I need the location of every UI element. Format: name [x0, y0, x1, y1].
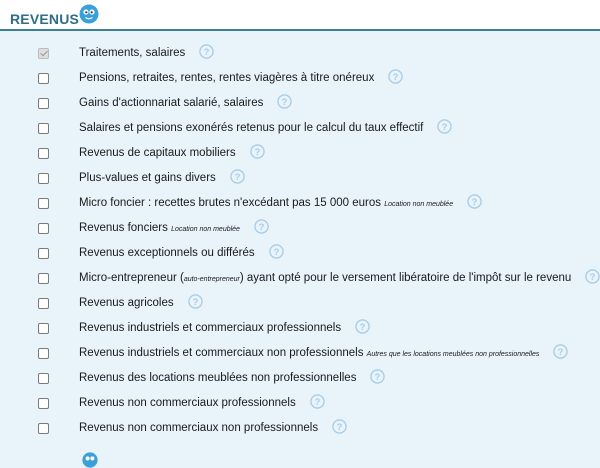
list-item: [0, 266, 600, 291]
list-item: [0, 316, 600, 341]
revenue-checkbox[interactable]: [38, 323, 49, 334]
revenue-label: [79, 197, 482, 209]
label-text: Salaires et pensions exonérés retenus pour le calcul du taux effectif: [79, 122, 424, 135]
label-text: Revenus fonciers: [79, 222, 168, 235]
question-icon[interactable]: [250, 144, 265, 159]
label-text: Plus-values et gains divers: [79, 172, 216, 185]
revenue-checkbox[interactable]: [38, 248, 49, 259]
label-text: Revenus de capitaux mobiliers: [79, 147, 236, 160]
label-text: Revenus exceptionnels ou différés: [79, 247, 255, 260]
list-item: [0, 416, 600, 441]
svg-text:?: ?: [375, 371, 381, 382]
question-icon[interactable]: [355, 319, 370, 334]
svg-text:?: ?: [336, 421, 343, 432]
question-icon[interactable]: [370, 369, 385, 384]
label-text: Traitements, salaires: [79, 47, 186, 60]
label-paren-note: auto-entrepreneur: [183, 276, 240, 284]
list-item: [0, 391, 600, 416]
list-item: [0, 291, 600, 316]
revenue-checkbox[interactable]: [38, 348, 49, 359]
label-text: Revenus non commerciaux non professionnels: [79, 422, 319, 435]
question-icon[interactable]: [254, 219, 269, 234]
label-text: Revenus industriels et commerciaux non professionnels: [79, 347, 364, 360]
revenue-label: [79, 272, 600, 284]
question-icon[interactable]: [437, 119, 452, 134]
list-item: [0, 166, 600, 191]
revenue-label: [79, 297, 203, 309]
label-text: ) ayant opté pour le versement libératoire de l'impôt sur le revenu: [239, 272, 572, 285]
question-icon[interactable]: [230, 169, 245, 184]
label-text: Pensions, retraites, rentes, rentes viagères à titre onéreux: [79, 72, 375, 85]
revenue-label: [79, 322, 370, 334]
svg-text:?: ?: [203, 46, 210, 57]
svg-text:?: ?: [359, 321, 366, 332]
revenue-label: [79, 122, 452, 134]
svg-text:?: ?: [258, 221, 265, 232]
section-title: REVENUS: [10, 11, 80, 27]
question-icon[interactable]: [388, 69, 403, 84]
list-item: [0, 66, 600, 91]
label-text: Revenus industriels et commerciaux professionnels: [79, 322, 342, 335]
revenue-label: [79, 222, 269, 234]
question-icon[interactable]: [277, 94, 292, 109]
revenue-checkbox[interactable]: [38, 173, 49, 184]
revenue-label: [79, 372, 385, 384]
svg-text:?: ?: [471, 196, 478, 207]
label-note: Location non meublée: [171, 226, 240, 234]
label-text: Revenus des locations meublées non professionnelles: [79, 372, 357, 385]
svg-text:?: ?: [314, 396, 321, 407]
list-item: [0, 141, 600, 166]
revenue-label: [79, 72, 403, 84]
revenue-checkbox[interactable]: [38, 373, 49, 384]
revenue-checkbox[interactable]: [38, 223, 49, 234]
revenue-label: [79, 347, 568, 359]
mascot-icon[interactable]: [82, 452, 98, 468]
svg-text:?: ?: [234, 171, 241, 182]
question-icon[interactable]: [467, 194, 482, 209]
svg-text:?: ?: [589, 271, 596, 282]
revenue-checkbox[interactable]: [38, 98, 49, 109]
list-item: [0, 116, 600, 141]
question-icon[interactable]: [585, 269, 600, 284]
revenue-checkbox[interactable]: [38, 273, 49, 284]
svg-text:?: ?: [254, 146, 260, 157]
question-icon[interactable]: [188, 294, 203, 309]
list-item: [0, 216, 600, 241]
list-item: [0, 91, 600, 116]
list-item: [0, 341, 600, 366]
label-text: Gains d'actionnariat salarié, salaires: [79, 97, 264, 110]
mascot-icon[interactable]: [79, 4, 99, 24]
question-icon[interactable]: [269, 244, 284, 259]
revenue-checkbox[interactable]: [38, 423, 49, 434]
list-item: [0, 366, 600, 391]
revenue-label: [79, 422, 347, 434]
revenue-list: [0, 41, 600, 441]
section-header: [0, 0, 600, 31]
svg-text:?: ?: [558, 346, 564, 357]
svg-text:?: ?: [442, 121, 448, 132]
svg-text:?: ?: [392, 71, 399, 82]
label-text: Micro-entrepreneur (: [79, 272, 184, 285]
revenue-checkbox[interactable]: [38, 73, 49, 84]
revenue-checkbox[interactable]: [38, 123, 49, 134]
revenue-checkbox[interactable]: [38, 398, 49, 409]
revenue-label: [79, 97, 292, 109]
revenue-label: [79, 147, 265, 159]
revenue-label: [79, 397, 325, 409]
question-icon[interactable]: [310, 394, 325, 409]
question-icon[interactable]: [199, 44, 214, 59]
revenue-checkbox[interactable]: [38, 298, 49, 309]
question-icon[interactable]: [553, 344, 568, 359]
revenue-checkbox[interactable]: [38, 148, 49, 159]
revenue-label: [79, 47, 214, 59]
list-item: [0, 41, 600, 66]
revenue-label: [79, 172, 245, 184]
list-item: [0, 191, 600, 216]
revenue-label: [79, 247, 284, 259]
revenue-checkbox[interactable]: [38, 198, 49, 209]
label-note: Location non meublée: [384, 201, 454, 209]
label-text: Revenus non commerciaux professionnels: [79, 397, 296, 410]
revenue-checkbox[interactable]: [38, 48, 49, 59]
label-note: Autres que les locations meublées non professionnelles: [366, 351, 540, 359]
label-text: Micro foncier : recettes brutes n'excédant pas 15 000 euros: [79, 197, 381, 210]
list-item: [0, 241, 600, 266]
label-text: Revenus agricoles: [79, 297, 174, 310]
svg-text:?: ?: [192, 296, 198, 307]
svg-text:?: ?: [282, 96, 288, 107]
svg-text:?: ?: [273, 246, 279, 257]
question-icon[interactable]: [332, 419, 347, 434]
